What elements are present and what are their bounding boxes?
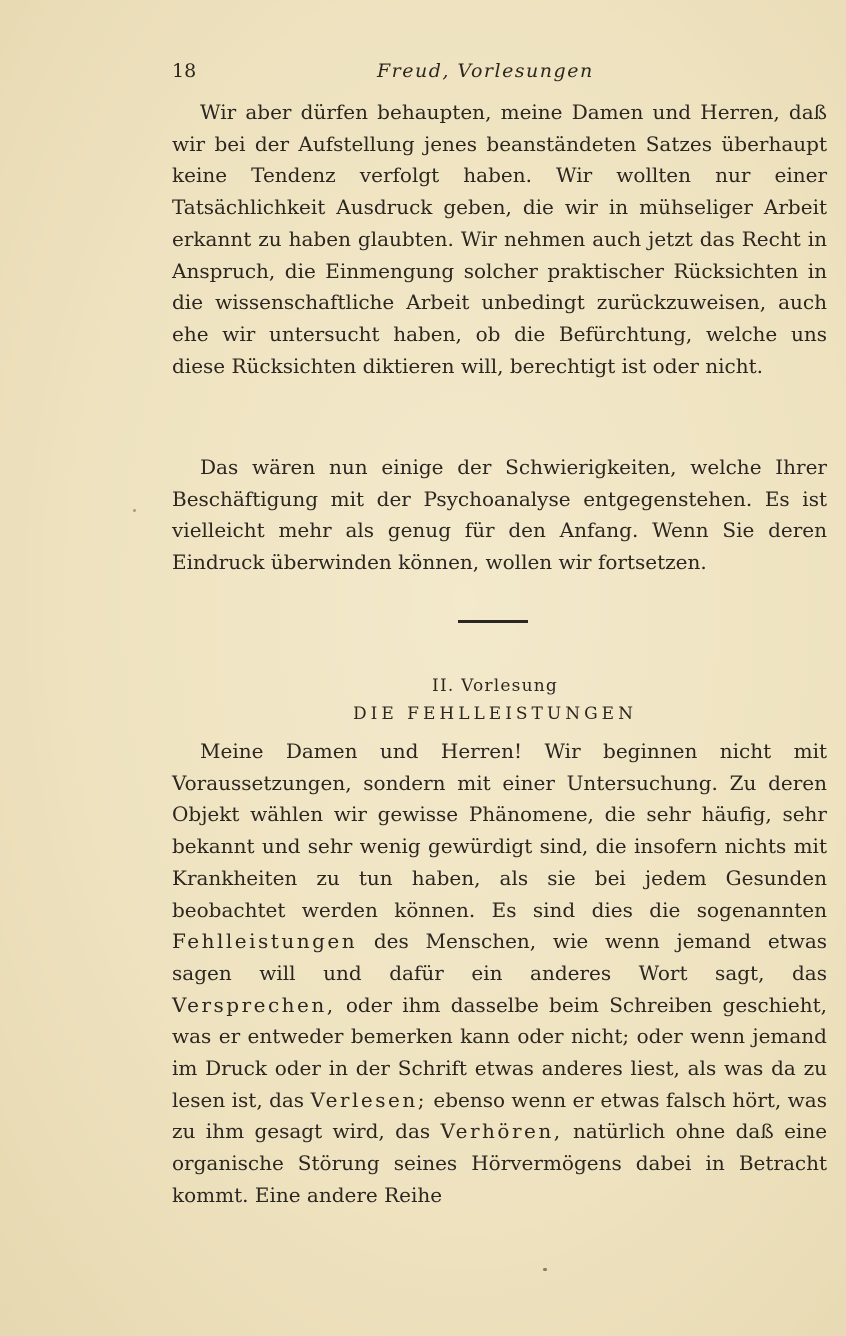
paper-speck (133, 509, 136, 512)
term-verlesen: Verlesen; (310, 1087, 427, 1112)
paragraph-3-text-1: Meine Damen und Herren! Wir beginnen nicht mit Voraussetzungen, sondern mit einer Untersuchung. Zu deren Objekt wählen wir gewisse Phänomene, die sehr häufig, sehr bekannt und sehr wenig gewürdigt sind, die insofern nichts mit Krankheiten zu tun haben, als sie bei jedem Gesunden beobachtet werden können. Es sind dies die sogenannten (172, 739, 827, 922)
paragraph-3 (172, 736, 827, 1212)
page-number: 18 (172, 60, 197, 82)
paragraph-3-text-5: natürlich ohne daß eine organische Störung seines Hörvermögens dabei in Betracht kommt. Eine andere Reihe (172, 1119, 828, 1207)
term-versprechen: Versprechen, (172, 992, 336, 1017)
term-fehlleistungen: Fehlleistungen (172, 929, 358, 954)
paragraph-1: Wir aber dürfen behaupten, meine Damen und Herren, daß wir bei der Aufstellung jenes beanständeten Satzes überhaupt keine Tendenz verfolgt haben. Wir wollten nur einer Tatsächlichkeit Ausdruck geben, die wir in mühseliger Arbeit erkannt zu haben glaubten. Wir nehmen auch jetzt das Recht in Anspruch, die Einmengung solcher praktischer Rücksichten in die wissenschaftliche Arbeit unbedingt zurückzuweisen, auch ehe wir untersucht haben, ob die Befürchtung, welche uns diese Rücksichten diktieren will, berechtigt ist oder nicht. (172, 100, 827, 378)
paragraph-2: Das wären nun einige der Schwierigkeiten, welche Ihrer Beschäftigung mit der Psychoanalyse entgegenstehen. Es ist vielleicht mehr als genug für den Anfang. Wenn Sie deren Eindruck überwinden können, wollen wir fortsetzen. (172, 455, 827, 575)
paper-speck (543, 1268, 547, 1271)
page-header (172, 60, 632, 90)
paragraph-3-text-2: des Menschen, wie wenn jemand etwas sagen will und dafür ein anderes Wort sagt, das (172, 929, 828, 985)
lecture-number: II. Vorlesung (432, 676, 558, 696)
paragraph-3-text-3: oder ihm dasselbe beim Schreiben geschieht, was er entweder bemerken kann oder nicht; oder wenn jemand im Druck oder in der Schrift etwas anderes liest, als was da zu lesen ist, das (172, 992, 828, 1112)
term-verhoeren: Verhören, (440, 1119, 563, 1144)
section-divider (458, 620, 528, 623)
running-head: Freud, Vorlesungen (377, 60, 594, 82)
paragraph-3-text-4: ebenso wenn er etwas falsch hört, was zu ihm gesagt wird, das (172, 1087, 827, 1144)
lecture-title: DIE FEHLLEISTUNGEN (353, 704, 637, 724)
